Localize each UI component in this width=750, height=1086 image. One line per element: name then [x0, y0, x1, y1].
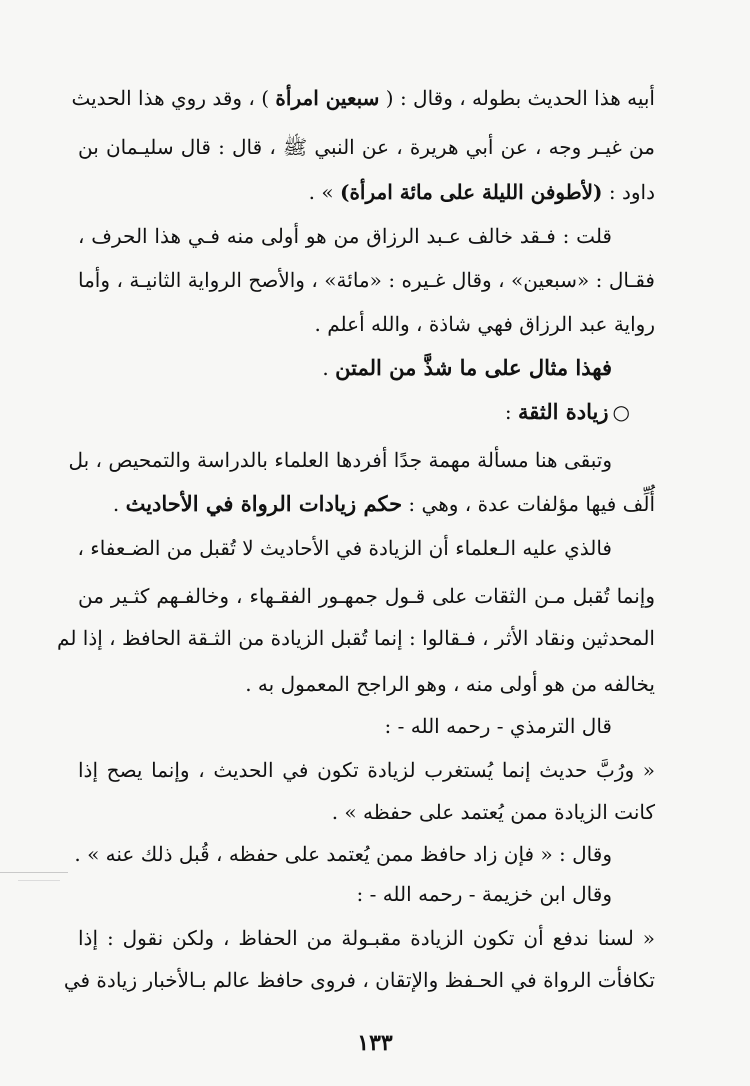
- margin-scan-mark-2: [18, 880, 60, 881]
- text-line-1: أبيه هذا الحديث بطوله ، وقال : ( سبعين امرأة ) ، وقد روي هذا الحديث: [71, 86, 655, 110]
- quote-ibn-khuzayma-1: « لسنا ندفع أن تكون الزيادة مقبـولة من الحفاظ ، ولكن نقول : إذا: [78, 926, 655, 950]
- margin-scan-mark: [0, 872, 68, 873]
- section-summary: فهذا مثال على ما شذَّ من المتن .: [322, 355, 612, 380]
- quote-tirmidhi-1: « ورُبَّ حديث إنما يُستغرب لزيادة تكون في الحديث ، وإنما يصح إذا: [78, 758, 655, 782]
- text-line-10: أُلِّف فيها مؤلفات عدة ، وهي : حكم زيادات الرواة في الأحاديث .: [112, 491, 655, 516]
- section-heading-ziyadat-al-thiqa: ○زيادة الثقة :: [504, 399, 630, 424]
- text-line-6: رواية عبد الرزاق فهي شاذة ، والله أعلم .: [314, 312, 655, 336]
- text-line-2: من غيـر وجه ، عن أبي هريرة ، عن النبي ﷺ ، قال : قال سليـمان بن: [78, 135, 655, 159]
- heading-bullet-icon: ○: [612, 400, 630, 424]
- text-line-5: فقـال : «سبعين» ، وقال غـيره : «مائة» ، والأصح الرواية الثانيـة ، وأما: [78, 268, 655, 292]
- page-number: ١٣٣: [357, 1030, 393, 1056]
- text-line-4: قلت : فـقد خالف عـبد الرزاق من هو أولى منه فـي هذا الحرف ،: [78, 224, 612, 248]
- text-line-15: قال الترمذي - رحمه الله - :: [384, 714, 612, 738]
- text-line-12: وإنما تُقبل مـن الثقات على قـول جمهـور الفقـهاء ، وخالفـهم كثـير من: [78, 584, 655, 608]
- quote-tirmidhi-3: وقال : « فإن زاد حافظ ممن يُعتمد على حفظه ، قُبل ذلك عنه » .: [74, 842, 612, 866]
- text-line-11: فالذي عليه الـعلماء أن الزيادة في الأحاديث لا تُقبل من الضـعفاء ،: [77, 536, 612, 560]
- text-line-19: وقال ابن خزيمة - رحمه الله - :: [356, 882, 612, 906]
- text-line-14: يخالفه من هو أولى منه ، وهو الراجح المعمول به .: [245, 672, 655, 696]
- text-line-9: وتبقى هنا مسألة مهمة جدًا أفردها العلماء بالدراسة والتمحيص ، بل: [68, 448, 612, 472]
- quote-ibn-khuzayma-2: تكافأت الرواة في الحـفظ والإتقان ، فروى حافظ عالم بـالأخبار زيادة في: [63, 968, 655, 992]
- text-line-13: المحدثين ونقاد الأثر ، فـقالوا : إنما تُقبل الزيادة من الثـقة الحافظ ، إذا لم: [57, 626, 655, 650]
- quote-tirmidhi-2: كانت الزيادة ممن يُعتمد على حفظه » .: [331, 800, 655, 824]
- text-line-3: داود : (لأطوفن الليلة على مائة امرأة) » .: [308, 180, 655, 204]
